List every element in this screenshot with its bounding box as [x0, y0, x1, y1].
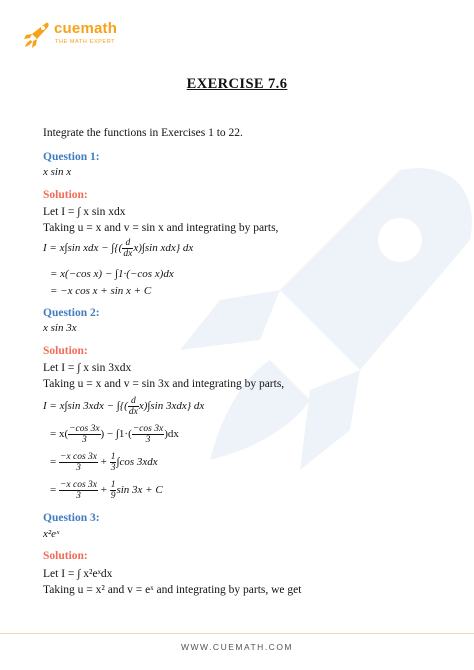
question-3-label: Question 3: — [43, 512, 100, 524]
frac-num: −cos 3x — [69, 424, 100, 434]
rocket-watermark — [150, 150, 474, 490]
solution-3-let: Let I = ∫ x²eˣdx — [43, 568, 113, 580]
solution-2-label: Solution: — [43, 345, 88, 357]
derivative-fraction — [122, 238, 133, 259]
frac-den: 3 — [145, 435, 151, 445]
frac-num: −x cos 3x — [59, 480, 97, 490]
frac-den: 9 — [110, 491, 116, 501]
solution-1-let: Let I = ∫ x sin xdx — [43, 206, 126, 218]
solution-2-step3: = $\frac{\text{−x cos 3x}}{3}$ + $\frac{1}{3}$ ∫cos 3xdx — [50, 452, 158, 473]
x-cos-fraction — [59, 480, 98, 501]
x-cos-fraction — [59, 452, 98, 473]
step1-left: I = x∫sin 3xdx − ∫{( — [43, 400, 128, 413]
cos-fraction-2 — [132, 424, 164, 445]
question-1-label: Question 1: — [43, 151, 100, 163]
frac-den: 3 — [76, 491, 81, 501]
solution-2-step4: = $\frac{\text{−x cos 3x}}{3}$ + $\frac{1}{9}$ sin 3x + C — [50, 480, 163, 501]
frac-num: −cos 3x — [132, 424, 164, 434]
footer-divider — [0, 633, 474, 634]
logo-wordmark: cuemath — [54, 20, 118, 37]
frac-num: d — [122, 238, 133, 249]
solution-1-taking: Taking u = x and v = sin x and integrating by parts, — [43, 222, 279, 234]
frac-den: 3 — [81, 435, 87, 445]
frac-num: 1 — [110, 452, 116, 462]
solution-3-taking: Taking u = x² and v = eˣ and integrating by parts, we get — [43, 584, 302, 596]
solution-2-step1 — [43, 396, 204, 417]
question-2-expression: x sin 3x — [43, 322, 77, 334]
step4-tail: sin 3x + C — [116, 484, 163, 497]
question-2-label: Question 2: — [43, 307, 100, 319]
step1-left: I = x∫sin xdx − ∫{( — [43, 242, 123, 255]
cos-fraction — [68, 424, 100, 445]
solution-2-taking: Taking u = x and v = sin 3x and integrating by parts, — [43, 378, 285, 390]
solution-1-label: Solution: — [43, 189, 88, 201]
logo-tagline: THE MATH EXPERT — [55, 39, 116, 45]
question-3-expression: x²eˣ — [43, 528, 60, 540]
step1-right: x)∫sin xdx} dx — [133, 242, 194, 255]
step1-right: x)∫sin 3xdx} dx — [138, 400, 205, 413]
intro-text: Integrate the functions in Exercises 1 to 22. — [43, 127, 243, 139]
solution-1-step1 — [43, 238, 193, 259]
solution-1-step3: = −x cos x + sin x + C — [50, 285, 152, 297]
frac-num: 1 — [110, 480, 116, 490]
frac-den: 3 — [76, 463, 81, 473]
frac-num: d — [128, 396, 139, 407]
frac-num: −x cos 3x — [59, 452, 97, 462]
frac-den: dx — [123, 249, 133, 259]
solution-3-label: Solution: — [43, 550, 88, 562]
frac-den: dx — [128, 407, 138, 417]
solution-2-let: Let I = ∫ x sin 3xdx — [43, 362, 132, 374]
frac-den: 3 — [110, 463, 116, 473]
cuemath-logo[interactable] — [22, 20, 132, 50]
solution-1-step2: = x(−cos x) − ∫1·(−cos x)dx — [50, 268, 174, 280]
page-title: EXERCISE 7.6 — [186, 76, 288, 92]
step3-tail: ∫cos 3xdx — [116, 456, 158, 469]
derivative-fraction — [128, 396, 139, 417]
rocket-icon — [22, 21, 50, 49]
question-1-expression: x sin x — [43, 166, 72, 178]
footer-url[interactable]: WWW.CUEMATH.COM — [180, 642, 294, 652]
solution-2-step2: = x( $\frac{-\cos 3x}{3}$ ) − ∫1·( $\frac{-\cos 3x}{3}$ )dx — [50, 424, 179, 445]
